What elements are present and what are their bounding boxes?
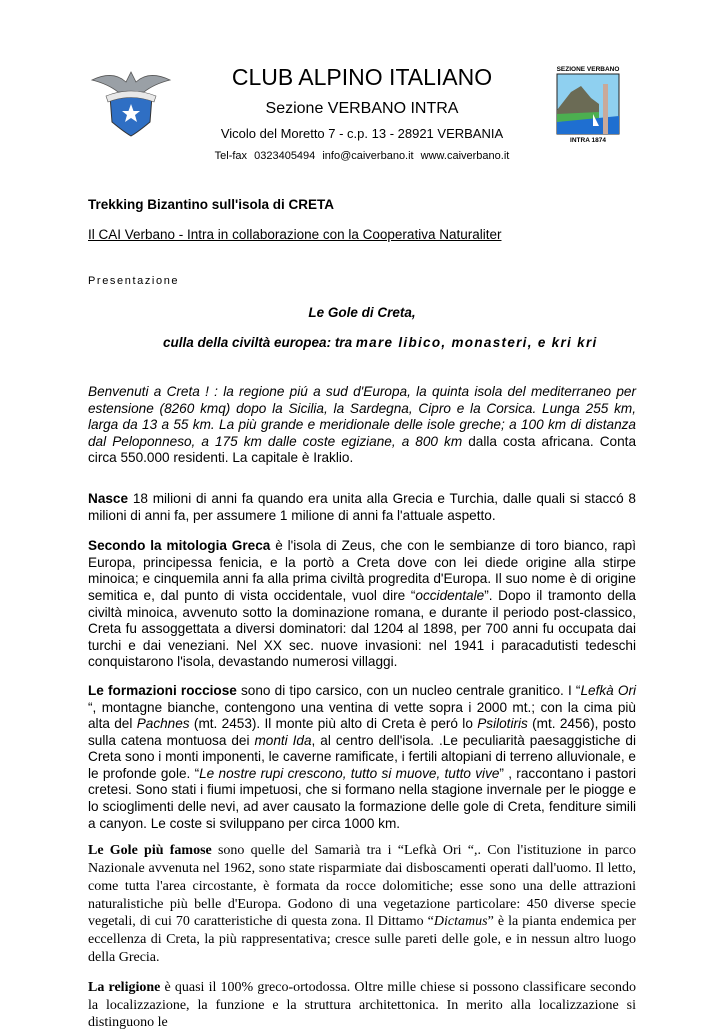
paragraph-mythology bbox=[88, 538, 636, 671]
paragraph-text: 18 milioni di anni fa quando era unita alla Grecia e Turchia, dalle quali si staccó 8 milioni di anni fa, per assumere 1 milione di anni fa l'attuale aspetto. bbox=[88, 490, 636, 523]
logo-top-text: SEZIONE VERBANO bbox=[556, 66, 620, 73]
paragraph-text: sono di tipo carsico, con un nucleo centrale granitico. I “ bbox=[236, 682, 581, 698]
paragraph-text: Le nostre rupi crescono, tutto si muove, tutto vive bbox=[199, 765, 500, 781]
paragraph-text: (mt. 2456), posto sulla catena montuosa dei bbox=[88, 716, 636, 748]
address: Vicolo del Moretto 7 - c.p. 13 - 28921 VERBANIA bbox=[220, 126, 504, 141]
paragraph-text: Psilotiris bbox=[477, 716, 528, 732]
section-name: Sezione VERBANO INTRA bbox=[265, 100, 459, 117]
paragraph-text: Pachnes bbox=[136, 716, 190, 732]
paragraph-text: è l'isola di Zeus, che con le sembianze di toro bianco, rapì Europa, principessa fenicia, e la portò a Creta dove con lei diede origine alla stirpe minoica; e cinquemila anni fa alla prima civiltà progredita d'Europa. Il suo nome è di origine semitica e, dal punto di vista occidentale, vuol dire “ bbox=[88, 538, 637, 603]
paragraph-heading: Nasce bbox=[88, 490, 129, 506]
subtitle-2-part: mare libico, monasteri, e kri kri bbox=[355, 335, 598, 350]
paragraph-text: Lefkà Ori bbox=[580, 682, 636, 698]
paragraph-heading: La religione bbox=[88, 979, 161, 995]
paragraph-text: Dictamus bbox=[433, 914, 488, 930]
paragraph-heading: Le formazioni rocciose bbox=[88, 682, 237, 698]
section-label: Presentazione bbox=[88, 275, 180, 287]
paragraph-origin bbox=[88, 491, 636, 524]
paragraph-text: è quasi il 100% greco-ortodossa. Oltre mille chiese si possono classificare secondo la localizzazione, la funzione e la struttura architettonica. In merito alla localizzazione si distinguono le bbox=[88, 979, 636, 1031]
logo-bottom-text: INTRA 1874 bbox=[570, 137, 606, 144]
subtitle-2 bbox=[163, 335, 598, 350]
paragraph-text: (mt. 2453). Il monte più alto di Creta è peró lo bbox=[189, 716, 478, 732]
paragraph-rock-formations bbox=[88, 683, 636, 832]
paragraph-gorges bbox=[88, 842, 636, 967]
paragraph-text: occidentale bbox=[415, 587, 485, 603]
trek-title: Trekking Bizantino sull'isola di CRETA bbox=[88, 197, 334, 212]
paragraph-text: dalla costa africana. Conta circa 550.000 residenti. La capitale è Iraklio. bbox=[88, 433, 637, 466]
paragraph-text: monti Ida bbox=[254, 732, 312, 748]
contacts: Tel-fax 0323405494 info@caiverbano.it www.caiverbano.it bbox=[214, 150, 510, 162]
paragraph-text: ”. Dopo il tramonto della civiltà minoica, avvenuto sotto la dominazione romana, e durante il periodo post-classico, Creta fu assoggettata a diversi dominatori: dal 1204 al 1898, per 700 anni fu occupata dai turchi e dai veneziani. Nel XX sec. nuove invasioni: nel 1941 i paracadutisti tedeschi conquistarono l'isola, devastando numerosi villaggi. bbox=[88, 587, 636, 670]
paragraph-text: , al centro dell'isola. .Le peculiarità paesaggistiche di Creta sono i monti imponenti, le caverne ramificate, i fertili altopiani di terreno alluvionale, e le profonde gole. “ bbox=[88, 732, 636, 781]
paragraph-text: “, montagne bianche, contengono una ventina di vette sopra i 2000 mt.; con la cima più alta del bbox=[88, 699, 636, 732]
paragraph-religion bbox=[88, 979, 636, 1032]
paragraph-text: ” è la pianta endemica per eccellenza di Creta, la più rappresentativa; cresce sulle pareti delle gole, e in nessun altro luogo della Grecia. bbox=[88, 914, 637, 966]
sezione-verbano-logo bbox=[553, 64, 623, 144]
subtitle: Le Gole di Creta, bbox=[308, 305, 416, 320]
paragraph-heading: Le Gole più famose bbox=[88, 843, 212, 859]
paragraph-text: sono quelle del Samarià tra i “Lefkà Ori “,. Con l'istituzione in parco Nazionale avvenuta nel 1962, sono state risparmiate dai disboscamenti operati dall'uomo. Il letto, come tutta l'area circostante, è formata da rocce dolomitiche; esse sono una delle attrazioni naturalistiche più belle d'Europa. Godono di una vegetazione particolare: 450 diverse specie vegetali, di cui 70 caratteristiche di questa zona. Il Dittamo “ bbox=[88, 843, 636, 930]
subtitle-2-part: culla della civiltà europea: tra bbox=[163, 335, 356, 350]
paragraph-text: ” , raccontano i pastori cretesi. Sono stati i fiumi impetuosi, che si formano nella stagione invernale per le piogge e lo scioglimenti delle nevi, ad aver causato la formazione delle gole di Creta, fenditure simili a canyon. Le coste si sviluppano per circa 1000 km. bbox=[88, 765, 636, 831]
org-title: CLUB ALPINO ITALIANO bbox=[231, 64, 493, 90]
paragraph-text: Benvenuti a Creta ! : la regione piú a sud d'Europa, la quinta isola del mediterraneo per estensione (8260 kmq) dopo la Sicilia, la Sardegna, Cipro e la Corsica. Lunga 255 km, larga da 13 a 55 km. La più grande e meridionale delle isole greche; a 100 km di distanza dal Peloponneso, a 175 km dalle coste egiziane, a 800 km bbox=[88, 384, 636, 449]
document-body bbox=[88, 384, 636, 1032]
paragraph-heading: Secondo la mitologia Greca bbox=[88, 538, 271, 554]
paragraph-intro bbox=[88, 384, 636, 467]
collaboration-line: Il CAI Verbano - Intra in collaborazione con la Cooperativa Naturaliter bbox=[88, 227, 502, 242]
